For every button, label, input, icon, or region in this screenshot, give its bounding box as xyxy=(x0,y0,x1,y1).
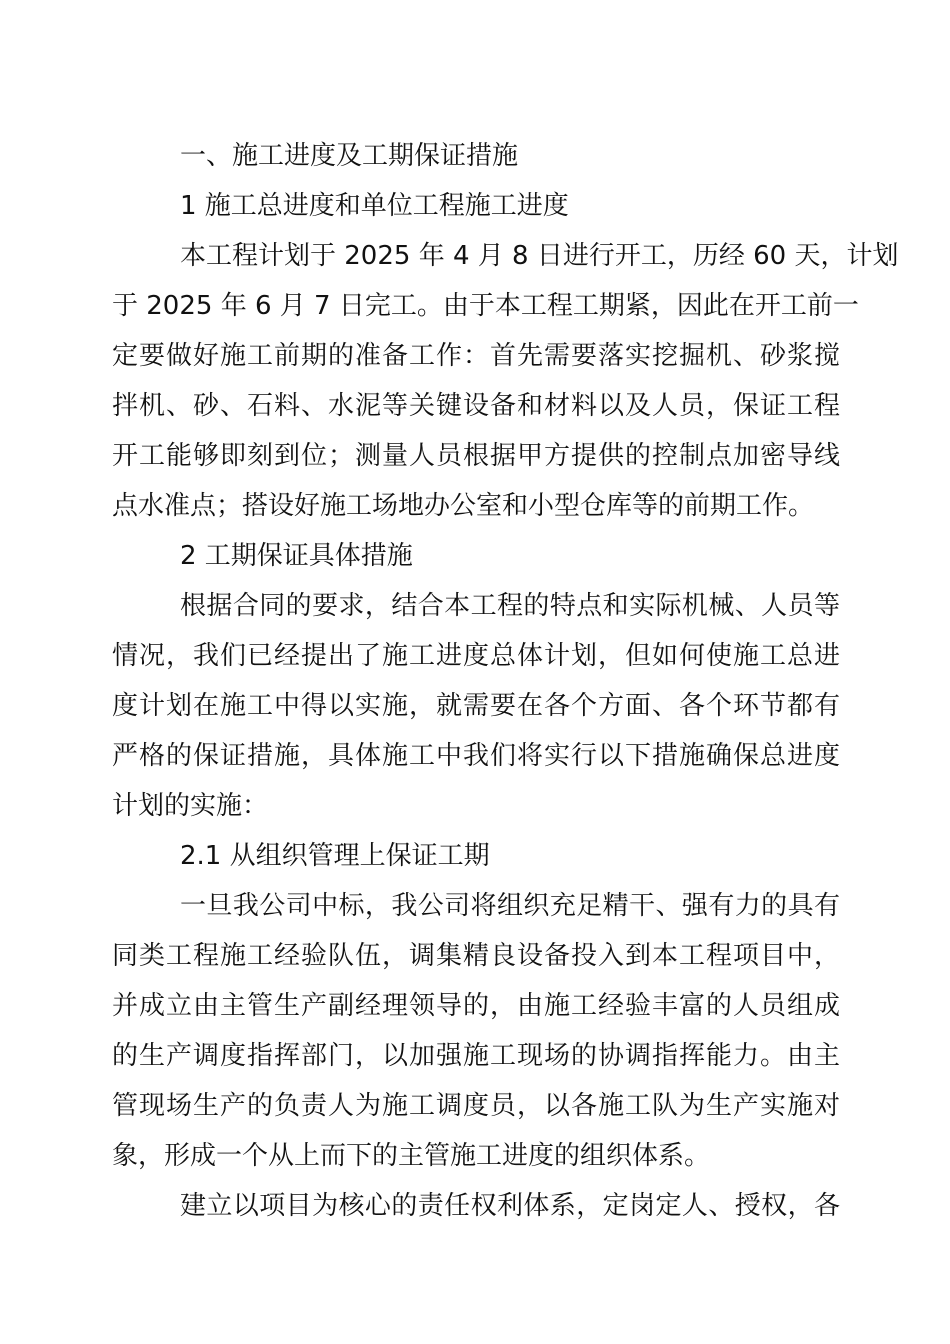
subsection-heading-2: 2 工期保证具体措施 xyxy=(180,541,413,571)
paragraph-line: 拌机、砂、石料、水泥等关键设备和材料以及人员，保证工程 xyxy=(112,391,840,421)
paragraph-line: 一旦我公司中标，我公司将组织充足精干、强有力的具有 xyxy=(180,891,840,921)
section-heading-1: 一、施工进度及工期保证措施 xyxy=(180,141,519,171)
paragraph-line: 管现场生产的负责人为施工调度员，以各施工队为生产实施对 xyxy=(112,1091,840,1121)
paragraph-line: 根据合同的要求，结合本工程的特点和实际机械、人员等 xyxy=(180,591,840,621)
paragraph-line: 点水准点；搭设好施工场地办公室和小型仓库等的前期工作。 xyxy=(112,491,815,521)
paragraph-line: 的生产调度指挥部门，以加强施工现场的协调指挥能力。由主 xyxy=(112,1041,840,1071)
paragraph-line: 象，形成一个从上而下的主管施工进度的组织体系。 xyxy=(112,1141,711,1171)
subsection-heading-2-1: 2.1 从组织管理上保证工期 xyxy=(180,841,490,871)
paragraph-line: 严格的保证措施，具体施工中我们将实行以下措施确保总进度 xyxy=(112,741,840,771)
paragraph-line: 定要做好施工前期的准备工作：首先需要落实挖掘机、砂浆搅 xyxy=(112,341,840,371)
paragraph-line: 开工能够即刻到位；测量人员根据甲方提供的控制点加密导线 xyxy=(112,441,840,471)
paragraph-line: 于 2025 年 6 月 7 日完工。由于本工程工期紧，因此在开工前一 xyxy=(112,291,859,321)
paragraph-line: 本工程计划于 2025 年 4 月 8 日进行开工，历经 60 天，计划 xyxy=(180,241,899,271)
paragraph-line: 计划的实施： xyxy=(112,791,269,821)
paragraph-line: 度计划在施工中得以实施，就需要在各个方面、各个环节都有 xyxy=(112,691,840,721)
paragraph-line: 同类工程施工经验队伍，调集精良设备投入到本工程项目中， xyxy=(112,941,840,971)
subsection-heading-1-1: 1 施工总进度和单位工程施工进度 xyxy=(180,191,569,221)
paragraph-line: 情况，我们已经提出了施工进度总体计划，但如何使施工总进 xyxy=(112,641,840,671)
paragraph-line: 建立以项目为核心的责任权利体系，定岗定人、授权，各 xyxy=(180,1191,840,1221)
paragraph-line: 并成立由主管生产副经理领导的，由施工经验丰富的人员组成 xyxy=(112,991,840,1021)
